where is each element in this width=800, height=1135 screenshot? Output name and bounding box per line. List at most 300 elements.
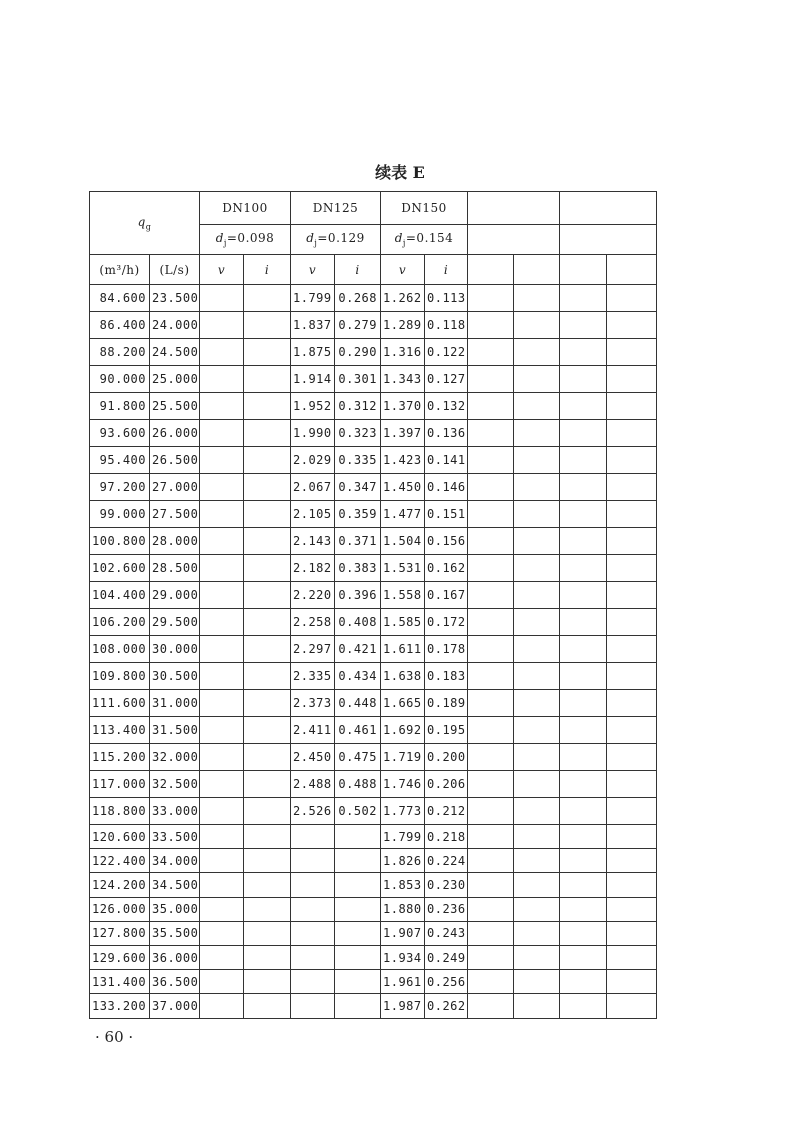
empty-cell — [560, 366, 607, 393]
qg-m3h-cell: 90.000 — [90, 366, 150, 393]
dn125-i-cell: 0.335 — [335, 447, 381, 474]
dn150-v-cell: 1.665 — [381, 690, 425, 717]
dn150-v-cell: 1.692 — [381, 717, 425, 744]
qg-ls-cell: 34.500 — [150, 873, 200, 897]
empty-cell — [607, 339, 657, 366]
empty-cell — [560, 825, 607, 849]
empty-cell — [607, 555, 657, 582]
empty-cell — [468, 921, 514, 945]
empty-cell — [468, 690, 514, 717]
empty-cell — [468, 771, 514, 798]
dn100-i-cell — [244, 339, 291, 366]
dn125-i-cell — [335, 921, 381, 945]
table-row — [90, 609, 657, 636]
dn125-v-cell: 2.143 — [291, 528, 335, 555]
dn100-i-cell — [244, 501, 291, 528]
dn150-i-cell: 0.122 — [425, 339, 468, 366]
table-row — [90, 897, 657, 921]
empty-cell — [607, 636, 657, 663]
empty-cell — [468, 970, 514, 994]
dn150-v-cell: 1.397 — [381, 420, 425, 447]
dn150-v-cell: 1.934 — [381, 945, 425, 969]
dn125-i-cell — [335, 873, 381, 897]
dn150-v-cell: 1.423 — [381, 447, 425, 474]
table-row — [90, 366, 657, 393]
empty-cell — [560, 994, 607, 1018]
qg-m3h-cell: 109.800 — [90, 663, 150, 690]
dn100-i-cell — [244, 447, 291, 474]
unit-m3h: (m³/h) — [90, 255, 150, 285]
dn125-i-cell: 0.359 — [335, 501, 381, 528]
qg-ls-cell: 24.500 — [150, 339, 200, 366]
dn100-i-cell — [244, 945, 291, 969]
dn100-v-cell — [200, 285, 244, 312]
table-row — [90, 393, 657, 420]
dn100-v-cell — [200, 339, 244, 366]
dn100-v-cell — [200, 771, 244, 798]
dn150-i-cell: 0.141 — [425, 447, 468, 474]
dn100-v-cell — [200, 873, 244, 897]
dn150-v-cell: 1.826 — [381, 849, 425, 873]
empty-cell — [607, 825, 657, 849]
table-row — [90, 744, 657, 771]
dn150-v-cell: 1.853 — [381, 873, 425, 897]
qg-m3h-cell: 129.600 — [90, 945, 150, 969]
empty-cell — [560, 945, 607, 969]
dn100-v-cell — [200, 921, 244, 945]
empty-cell — [560, 285, 607, 312]
dn150-i-cell: 0.249 — [425, 945, 468, 969]
header-row-1 — [90, 192, 657, 225]
dn150-i-cell: 0.236 — [425, 897, 468, 921]
qg-m3h-cell: 131.400 — [90, 970, 150, 994]
dn125-v-cell: 1.990 — [291, 420, 335, 447]
dn125-v-cell: 2.220 — [291, 582, 335, 609]
qg-m3h-cell: 126.000 — [90, 897, 150, 921]
empty-header-cell — [468, 192, 560, 225]
table-row — [90, 921, 657, 945]
empty-cell — [560, 312, 607, 339]
empty-cell — [560, 798, 607, 825]
dn100-i-cell — [244, 636, 291, 663]
empty-cell — [514, 393, 560, 420]
dn150-v-cell: 1.719 — [381, 744, 425, 771]
empty-cell — [560, 501, 607, 528]
dn100-i-cell — [244, 849, 291, 873]
dn150-v-cell: 1.343 — [381, 366, 425, 393]
qg-ls-cell: 36.500 — [150, 970, 200, 994]
empty-cell — [560, 849, 607, 873]
empty-cell — [560, 420, 607, 447]
group-name-dn150: DN150 — [381, 192, 468, 225]
empty-cell — [560, 528, 607, 555]
qg-m3h-cell: 86.400 — [90, 312, 150, 339]
dn125-i-cell: 0.347 — [335, 474, 381, 501]
empty-cell — [607, 528, 657, 555]
qg-m3h-cell: 108.000 — [90, 636, 150, 663]
empty-cell — [607, 897, 657, 921]
dn125-i-cell: 0.408 — [335, 609, 381, 636]
dn100-i-cell — [244, 555, 291, 582]
dn150-v-cell: 1.907 — [381, 921, 425, 945]
empty-cell — [607, 366, 657, 393]
dn100-i-cell — [244, 393, 291, 420]
dn150-v-cell: 1.987 — [381, 994, 425, 1018]
dn100-v-cell — [200, 609, 244, 636]
empty-cell — [468, 528, 514, 555]
dn125-i-cell: 0.488 — [335, 771, 381, 798]
dn100-i-cell — [244, 798, 291, 825]
qg-ls-cell: 23.500 — [150, 285, 200, 312]
dn150-v-cell: 1.477 — [381, 501, 425, 528]
empty-cell — [468, 312, 514, 339]
empty-cell — [607, 849, 657, 873]
empty-header-cell — [468, 225, 560, 255]
qg-m3h-cell: 102.600 — [90, 555, 150, 582]
dn100-v-cell — [200, 447, 244, 474]
empty-cell — [514, 970, 560, 994]
dn150-v-cell: 1.370 — [381, 393, 425, 420]
table-row — [90, 825, 657, 849]
dn125-i-cell: 0.475 — [335, 744, 381, 771]
dn100-i-cell — [244, 582, 291, 609]
empty-cell — [514, 663, 560, 690]
dn125-v-cell: 2.411 — [291, 717, 335, 744]
table-row — [90, 447, 657, 474]
dn100-i-cell — [244, 285, 291, 312]
qg-ls-cell: 27.500 — [150, 501, 200, 528]
dn125-v-cell — [291, 873, 335, 897]
empty-cell — [514, 609, 560, 636]
empty-cell — [560, 582, 607, 609]
qg-m3h-cell: 133.200 — [90, 994, 150, 1018]
group-name-dn125: DN125 — [291, 192, 381, 225]
dn125-v-cell: 2.067 — [291, 474, 335, 501]
dn125-i-cell — [335, 970, 381, 994]
dn100-v-cell — [200, 717, 244, 744]
dn100-v-cell — [200, 582, 244, 609]
dn150-v-cell: 1.611 — [381, 636, 425, 663]
table-row — [90, 501, 657, 528]
dn150-v-cell: 1.450 — [381, 474, 425, 501]
dn100-v-cell — [200, 420, 244, 447]
empty-cell — [468, 825, 514, 849]
qg-m3h-cell: 127.800 — [90, 921, 150, 945]
dn150-i-cell: 0.172 — [425, 609, 468, 636]
page-title: 续表 E — [375, 163, 425, 182]
qg-m3h-cell: 84.600 — [90, 285, 150, 312]
empty-cell — [514, 501, 560, 528]
dn125-i-cell: 0.279 — [335, 312, 381, 339]
page-number: · 60 · — [95, 1028, 134, 1046]
empty-cell — [560, 609, 607, 636]
unit-ls: (L/s) — [150, 255, 200, 285]
empty-cell — [468, 366, 514, 393]
dn150-i-cell: 0.178 — [425, 636, 468, 663]
dn125-v-cell: 1.837 — [291, 312, 335, 339]
dn125-v-cell: 2.182 — [291, 555, 335, 582]
qg-m3h-cell: 120.600 — [90, 825, 150, 849]
dn125-i-cell — [335, 994, 381, 1018]
qg-m3h-cell: 97.200 — [90, 474, 150, 501]
table-row — [90, 555, 657, 582]
qg-ls-cell: 31.500 — [150, 717, 200, 744]
dn150-i-cell: 0.156 — [425, 528, 468, 555]
dn100-v-cell — [200, 393, 244, 420]
table-row — [90, 663, 657, 690]
dn150-i-cell: 0.262 — [425, 994, 468, 1018]
empty-header-cell — [560, 192, 657, 225]
i-label: i — [335, 255, 381, 285]
empty-cell — [607, 873, 657, 897]
empty-cell — [514, 528, 560, 555]
dn125-i-cell: 0.268 — [335, 285, 381, 312]
empty-cell — [607, 285, 657, 312]
empty-cell — [607, 921, 657, 945]
dn100-i-cell — [244, 690, 291, 717]
dn125-i-cell: 0.502 — [335, 798, 381, 825]
dn100-v-cell — [200, 366, 244, 393]
table-row — [90, 582, 657, 609]
dn100-i-cell — [244, 825, 291, 849]
dn150-v-cell: 1.638 — [381, 663, 425, 690]
dn150-i-cell: 0.183 — [425, 663, 468, 690]
empty-cell — [514, 690, 560, 717]
dn125-i-cell — [335, 849, 381, 873]
qg-ls-cell: 26.500 — [150, 447, 200, 474]
qg-m3h-cell: 122.400 — [90, 849, 150, 873]
header-row-3 — [90, 255, 657, 285]
dj-dn125: $d_j=0.129$ — [291, 225, 381, 255]
dn100-v-cell — [200, 555, 244, 582]
qg-ls-cell: 26.000 — [150, 420, 200, 447]
dn100-v-cell — [200, 825, 244, 849]
dj-dn150: $d_j=0.154$ — [381, 225, 468, 255]
empty-cell — [607, 945, 657, 969]
empty-cell — [560, 474, 607, 501]
dn125-i-cell: 0.323 — [335, 420, 381, 447]
table-row — [90, 474, 657, 501]
qg-ls-cell: 28.500 — [150, 555, 200, 582]
dn150-i-cell: 0.224 — [425, 849, 468, 873]
v-label: v — [291, 255, 335, 285]
dn125-v-cell: 1.952 — [291, 393, 335, 420]
qg-m3h-cell: 99.000 — [90, 501, 150, 528]
qg-m3h-cell: 115.200 — [90, 744, 150, 771]
qg-ls-cell: 32.500 — [150, 771, 200, 798]
empty-cell — [607, 501, 657, 528]
qg-ls-cell: 34.000 — [150, 849, 200, 873]
table-row — [90, 690, 657, 717]
empty-cell — [514, 825, 560, 849]
dn150-i-cell: 0.200 — [425, 744, 468, 771]
dn125-v-cell — [291, 921, 335, 945]
dn125-v-cell: 2.526 — [291, 798, 335, 825]
dn125-i-cell — [335, 825, 381, 849]
dn100-i-cell — [244, 717, 291, 744]
dn100-v-cell — [200, 994, 244, 1018]
dn150-i-cell: 0.113 — [425, 285, 468, 312]
table-row — [90, 945, 657, 969]
empty-cell — [468, 994, 514, 1018]
empty-cell — [468, 636, 514, 663]
empty-cell — [468, 897, 514, 921]
dn125-v-cell: 2.258 — [291, 609, 335, 636]
empty-cell — [514, 285, 560, 312]
qg-ls-cell: 35.000 — [150, 897, 200, 921]
qg-ls-cell: 25.000 — [150, 366, 200, 393]
qg-symbol: $q_g$ — [137, 214, 152, 232]
qg-m3h-cell: 124.200 — [90, 873, 150, 897]
empty-cell — [560, 393, 607, 420]
empty-cell — [468, 501, 514, 528]
qg-ls-cell: 29.500 — [150, 609, 200, 636]
i-label: i — [425, 255, 468, 285]
dn100-i-cell — [244, 528, 291, 555]
empty-cell — [560, 447, 607, 474]
dn125-v-cell — [291, 825, 335, 849]
empty-cell — [560, 897, 607, 921]
qg-ls-cell: 30.000 — [150, 636, 200, 663]
empty-cell — [607, 393, 657, 420]
qg-ls-cell: 33.500 — [150, 825, 200, 849]
dn125-i-cell: 0.421 — [335, 636, 381, 663]
empty-cell — [607, 420, 657, 447]
dn100-i-cell — [244, 420, 291, 447]
empty-cell — [514, 945, 560, 969]
dn100-v-cell — [200, 663, 244, 690]
dn150-i-cell: 0.118 — [425, 312, 468, 339]
hydraulic-table — [89, 191, 657, 1019]
empty-cell — [514, 312, 560, 339]
dn150-i-cell: 0.212 — [425, 798, 468, 825]
qg-ls-cell: 30.500 — [150, 663, 200, 690]
dn150-v-cell: 1.746 — [381, 771, 425, 798]
empty-cell — [514, 744, 560, 771]
qg-m3h-cell: 93.600 — [90, 420, 150, 447]
empty-cell — [514, 474, 560, 501]
table-row — [90, 994, 657, 1018]
group-name-dn100: DN100 — [200, 192, 291, 225]
empty-cell — [468, 663, 514, 690]
dn125-i-cell — [335, 897, 381, 921]
dn150-v-cell: 1.773 — [381, 798, 425, 825]
dj-dn100: $d_j=0.098$ — [200, 225, 291, 255]
empty-cell — [607, 970, 657, 994]
dn100-v-cell — [200, 312, 244, 339]
empty-cell — [468, 945, 514, 969]
dn125-i-cell: 0.383 — [335, 555, 381, 582]
empty-cell — [514, 798, 560, 825]
dn100-v-cell — [200, 636, 244, 663]
qg-m3h-cell: 95.400 — [90, 447, 150, 474]
table-row — [90, 873, 657, 897]
dn125-i-cell: 0.434 — [335, 663, 381, 690]
empty-cell — [514, 921, 560, 945]
dn125-v-cell: 1.875 — [291, 339, 335, 366]
dn125-v-cell: 2.488 — [291, 771, 335, 798]
dn125-i-cell: 0.461 — [335, 717, 381, 744]
dn125-v-cell: 2.373 — [291, 690, 335, 717]
empty-cell — [560, 636, 607, 663]
dn150-v-cell: 1.262 — [381, 285, 425, 312]
empty-cell — [514, 771, 560, 798]
dn125-i-cell: 0.301 — [335, 366, 381, 393]
table-row — [90, 528, 657, 555]
qg-ls-cell: 35.500 — [150, 921, 200, 945]
dn100-i-cell — [244, 474, 291, 501]
dn150-v-cell: 1.504 — [381, 528, 425, 555]
dn125-i-cell: 0.448 — [335, 690, 381, 717]
empty-cell — [607, 717, 657, 744]
dn150-i-cell: 0.243 — [425, 921, 468, 945]
dn150-v-cell: 1.558 — [381, 582, 425, 609]
empty-cell — [607, 312, 657, 339]
empty-cell — [560, 690, 607, 717]
empty-cell — [607, 744, 657, 771]
empty-cell — [514, 366, 560, 393]
dn125-i-cell: 0.371 — [335, 528, 381, 555]
empty-cell — [514, 849, 560, 873]
empty-cell — [560, 717, 607, 744]
i-label: i — [244, 255, 291, 285]
dn125-v-cell: 2.335 — [291, 663, 335, 690]
dn150-v-cell: 1.799 — [381, 825, 425, 849]
dn100-v-cell — [200, 474, 244, 501]
qg-m3h-cell: 104.400 — [90, 582, 150, 609]
empty-cell — [468, 744, 514, 771]
empty-cell — [560, 873, 607, 897]
empty-cell — [468, 420, 514, 447]
dn100-i-cell — [244, 609, 291, 636]
qg-m3h-cell: 106.200 — [90, 609, 150, 636]
empty-cell — [560, 555, 607, 582]
dn125-v-cell: 2.297 — [291, 636, 335, 663]
dn125-i-cell: 0.396 — [335, 582, 381, 609]
table-row — [90, 312, 657, 339]
dn125-v-cell: 2.029 — [291, 447, 335, 474]
dn125-v-cell — [291, 897, 335, 921]
qg-ls-cell: 37.000 — [150, 994, 200, 1018]
empty-cell — [560, 663, 607, 690]
table-row — [90, 798, 657, 825]
qg-m3h-cell: 111.600 — [90, 690, 150, 717]
qg-m3h-cell: 91.800 — [90, 393, 150, 420]
empty-cell — [607, 609, 657, 636]
qg-ls-cell: 31.000 — [150, 690, 200, 717]
empty-cell — [560, 339, 607, 366]
dn150-i-cell: 0.132 — [425, 393, 468, 420]
dn100-i-cell — [244, 744, 291, 771]
empty-cell — [607, 994, 657, 1018]
dn125-v-cell: 1.799 — [291, 285, 335, 312]
dn150-i-cell: 0.189 — [425, 690, 468, 717]
dn150-i-cell: 0.195 — [425, 717, 468, 744]
dn125-i-cell: 0.290 — [335, 339, 381, 366]
dn150-i-cell: 0.230 — [425, 873, 468, 897]
qg-ls-cell: 25.500 — [150, 393, 200, 420]
dn150-v-cell: 1.585 — [381, 609, 425, 636]
table-body — [90, 192, 657, 1019]
v-label: v — [200, 255, 244, 285]
empty-cell — [514, 420, 560, 447]
empty-cell — [468, 339, 514, 366]
dn150-i-cell: 0.162 — [425, 555, 468, 582]
dn100-i-cell — [244, 366, 291, 393]
dn100-v-cell — [200, 970, 244, 994]
qg-ls-cell: 33.000 — [150, 798, 200, 825]
dn100-v-cell — [200, 690, 244, 717]
